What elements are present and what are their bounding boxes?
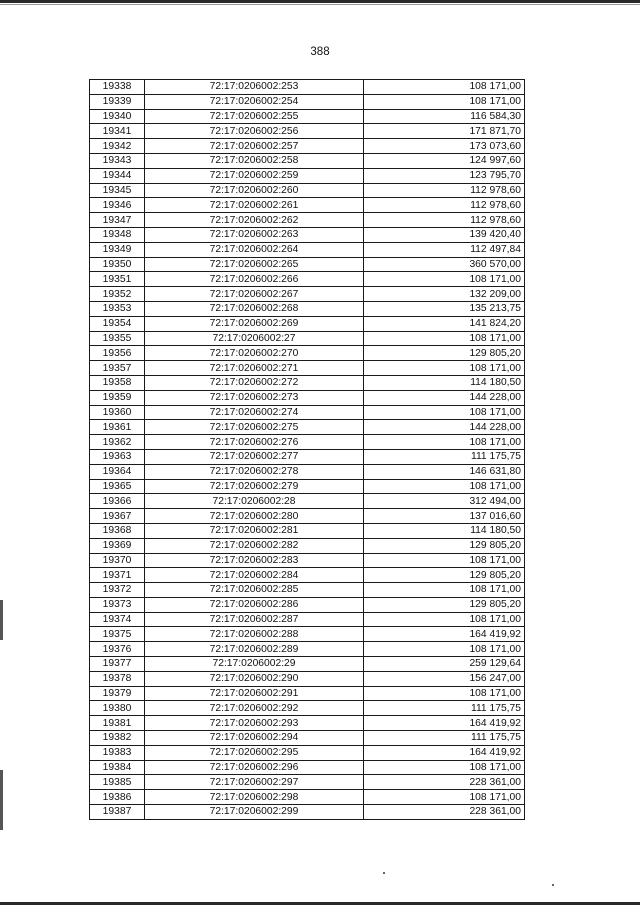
value-cell: 108 171,00 — [364, 479, 525, 494]
value-cell: 312 494,00 — [364, 494, 525, 509]
cadastral-table — [89, 79, 525, 820]
row-number-cell: 19363 — [90, 449, 145, 464]
row-number-cell: 19339 — [90, 94, 145, 109]
table-row — [90, 405, 525, 420]
cadastral-number-cell: 72:17:0206002:284 — [145, 568, 364, 583]
table-row — [90, 124, 525, 139]
cadastral-number-cell: 72:17:0206002:295 — [145, 745, 364, 760]
value-cell: 111 175,75 — [364, 449, 525, 464]
scan-top-edge — [0, 0, 640, 3]
row-number-cell: 19355 — [90, 331, 145, 346]
table-row — [90, 538, 525, 553]
row-number-cell: 19348 — [90, 227, 145, 242]
row-number-cell: 19359 — [90, 390, 145, 405]
cadastral-number-cell: 72:17:0206002:294 — [145, 731, 364, 746]
scan-top-edge-shadow — [0, 4, 640, 5]
row-number-cell: 19379 — [90, 686, 145, 701]
row-number-cell: 19356 — [90, 346, 145, 361]
value-cell: 129 805,20 — [364, 538, 525, 553]
value-cell: 108 171,00 — [364, 272, 525, 287]
row-number-cell: 19367 — [90, 509, 145, 524]
cadastral-number-cell: 72:17:0206002:257 — [145, 139, 364, 154]
cadastral-number-cell: 72:17:0206002:269 — [145, 316, 364, 331]
table-row — [90, 316, 525, 331]
value-cell: 171 871,70 — [364, 124, 525, 139]
cadastral-number-cell: 72:17:0206002:279 — [145, 479, 364, 494]
value-cell: 108 171,00 — [364, 361, 525, 376]
cadastral-number-cell: 72:17:0206002:297 — [145, 775, 364, 790]
value-cell: 111 175,75 — [364, 731, 525, 746]
row-number-cell: 19345 — [90, 183, 145, 198]
cadastral-number-cell: 72:17:0206002:256 — [145, 124, 364, 139]
value-cell: 259 129,64 — [364, 657, 525, 672]
row-number-cell: 19387 — [90, 805, 145, 820]
value-cell: 144 228,00 — [364, 390, 525, 405]
table-row — [90, 257, 525, 272]
value-cell: 144 228,00 — [364, 420, 525, 435]
table-row — [90, 242, 525, 257]
cadastral-number-cell: 72:17:0206002:276 — [145, 435, 364, 450]
cadastral-number-cell: 72:17:0206002:258 — [145, 153, 364, 168]
value-cell: 108 171,00 — [364, 80, 525, 95]
cadastral-number-cell: 72:17:0206002:278 — [145, 464, 364, 479]
row-number-cell: 19354 — [90, 316, 145, 331]
table-row — [90, 80, 525, 95]
value-cell: 114 180,50 — [364, 375, 525, 390]
table-row — [90, 701, 525, 716]
table-row — [90, 153, 525, 168]
table-row — [90, 435, 525, 450]
value-cell: 114 180,50 — [364, 523, 525, 538]
row-number-cell: 19365 — [90, 479, 145, 494]
page-number: 388 — [310, 46, 330, 58]
cadastral-number-cell: 72:17:0206002:288 — [145, 627, 364, 642]
table-row — [90, 790, 525, 805]
cadastral-number-cell: 72:17:0206002:289 — [145, 642, 364, 657]
cadastral-number-cell: 72:17:0206002:275 — [145, 420, 364, 435]
table-row — [90, 213, 525, 228]
row-number-cell: 19381 — [90, 716, 145, 731]
table-body — [90, 80, 525, 820]
value-cell: 132 209,00 — [364, 287, 525, 302]
row-number-cell: 19372 — [90, 583, 145, 598]
cadastral-number-cell: 72:17:0206002:273 — [145, 390, 364, 405]
table-row — [90, 272, 525, 287]
value-cell: 116 584,30 — [364, 109, 525, 124]
cadastral-number-cell: 72:17:0206002:255 — [145, 109, 364, 124]
cadastral-number-cell: 72:17:0206002:260 — [145, 183, 364, 198]
cadastral-number-cell: 72:17:0206002:271 — [145, 361, 364, 376]
cadastral-number-cell: 72:17:0206002:287 — [145, 612, 364, 627]
value-cell: 141 824,20 — [364, 316, 525, 331]
row-number-cell: 19382 — [90, 731, 145, 746]
row-number-cell: 19360 — [90, 405, 145, 420]
value-cell: 108 171,00 — [364, 686, 525, 701]
scan-speck — [552, 884, 554, 886]
table-row — [90, 183, 525, 198]
cadastral-number-cell: 72:17:0206002:259 — [145, 168, 364, 183]
cadastral-number-cell: 72:17:0206002:292 — [145, 701, 364, 716]
row-number-cell: 19368 — [90, 523, 145, 538]
row-number-cell: 19344 — [90, 168, 145, 183]
table-row — [90, 94, 525, 109]
row-number-cell: 19373 — [90, 597, 145, 612]
value-cell: 112 978,60 — [364, 183, 525, 198]
cadastral-number-cell: 72:17:0206002:286 — [145, 597, 364, 612]
cadastral-number-cell: 72:17:0206002:281 — [145, 523, 364, 538]
row-number-cell: 19371 — [90, 568, 145, 583]
table-row — [90, 523, 525, 538]
row-number-cell: 19338 — [90, 80, 145, 95]
table-row — [90, 139, 525, 154]
cadastral-number-cell: 72:17:0206002:263 — [145, 227, 364, 242]
value-cell: 228 361,00 — [364, 775, 525, 790]
row-number-cell: 19352 — [90, 287, 145, 302]
row-number-cell: 19380 — [90, 701, 145, 716]
row-number-cell: 19341 — [90, 124, 145, 139]
table-row — [90, 287, 525, 302]
value-cell: 108 171,00 — [364, 553, 525, 568]
table-row — [90, 597, 525, 612]
value-cell: 108 171,00 — [364, 405, 525, 420]
table-row — [90, 760, 525, 775]
value-cell: 137 016,60 — [364, 509, 525, 524]
row-number-cell: 19358 — [90, 375, 145, 390]
value-cell: 108 171,00 — [364, 583, 525, 598]
row-number-cell: 19383 — [90, 745, 145, 760]
cadastral-number-cell: 72:17:0206002:274 — [145, 405, 364, 420]
value-cell: 108 171,00 — [364, 642, 525, 657]
row-number-cell: 19385 — [90, 775, 145, 790]
value-cell: 164 419,92 — [364, 716, 525, 731]
cadastral-number-cell: 72:17:0206002:262 — [145, 213, 364, 228]
value-cell: 112 978,60 — [364, 213, 525, 228]
table-row — [90, 745, 525, 760]
cadastral-number-cell: 72:17:0206002:29 — [145, 657, 364, 672]
cadastral-number-cell: 72:17:0206002:277 — [145, 449, 364, 464]
table-row — [90, 568, 525, 583]
row-number-cell: 19347 — [90, 213, 145, 228]
row-number-cell: 19343 — [90, 153, 145, 168]
table-row — [90, 346, 525, 361]
row-number-cell: 19351 — [90, 272, 145, 287]
row-number-cell: 19377 — [90, 657, 145, 672]
table-row — [90, 168, 525, 183]
cadastral-number-cell: 72:17:0206002:290 — [145, 671, 364, 686]
table-row — [90, 331, 525, 346]
cadastral-number-cell: 72:17:0206002:264 — [145, 242, 364, 257]
row-number-cell: 19386 — [90, 790, 145, 805]
table-row — [90, 686, 525, 701]
table-row — [90, 494, 525, 509]
row-number-cell: 19361 — [90, 420, 145, 435]
scan-speck — [383, 872, 385, 874]
value-cell: 129 805,20 — [364, 346, 525, 361]
cadastral-number-cell: 72:17:0206002:283 — [145, 553, 364, 568]
row-number-cell: 19374 — [90, 612, 145, 627]
scan-left-edge-mark — [0, 600, 3, 640]
value-cell: 108 171,00 — [364, 331, 525, 346]
value-cell: 129 805,20 — [364, 568, 525, 583]
row-number-cell: 19369 — [90, 538, 145, 553]
value-cell: 156 247,00 — [364, 671, 525, 686]
value-cell: 164 419,92 — [364, 627, 525, 642]
table-row — [90, 198, 525, 213]
row-number-cell: 19376 — [90, 642, 145, 657]
table-row — [90, 671, 525, 686]
row-number-cell: 19364 — [90, 464, 145, 479]
cadastral-number-cell: 72:17:0206002:291 — [145, 686, 364, 701]
table-row — [90, 449, 525, 464]
table-row — [90, 420, 525, 435]
table-row — [90, 479, 525, 494]
cadastral-number-cell: 72:17:0206002:254 — [145, 94, 364, 109]
value-cell: 135 213,75 — [364, 301, 525, 316]
value-cell: 108 171,00 — [364, 435, 525, 450]
value-cell: 111 175,75 — [364, 701, 525, 716]
value-cell: 139 420,40 — [364, 227, 525, 242]
cadastral-number-cell: 72:17:0206002:28 — [145, 494, 364, 509]
cadastral-number-cell: 72:17:0206002:272 — [145, 375, 364, 390]
row-number-cell: 19366 — [90, 494, 145, 509]
value-cell: 129 805,20 — [364, 597, 525, 612]
value-cell: 360 570,00 — [364, 257, 525, 272]
cadastral-number-cell: 72:17:0206002:267 — [145, 287, 364, 302]
table-row — [90, 716, 525, 731]
cadastral-number-cell: 72:17:0206002:293 — [145, 716, 364, 731]
cadastral-number-cell: 72:17:0206002:27 — [145, 331, 364, 346]
row-number-cell: 19362 — [90, 435, 145, 450]
value-cell: 108 171,00 — [364, 760, 525, 775]
table-row — [90, 553, 525, 568]
row-number-cell: 19349 — [90, 242, 145, 257]
table-row — [90, 227, 525, 242]
table-row — [90, 109, 525, 124]
table-row — [90, 361, 525, 376]
row-number-cell: 19357 — [90, 361, 145, 376]
cadastral-number-cell: 72:17:0206002:280 — [145, 509, 364, 524]
table-row — [90, 775, 525, 790]
row-number-cell: 19342 — [90, 139, 145, 154]
cadastral-number-cell: 72:17:0206002:265 — [145, 257, 364, 272]
table-row — [90, 464, 525, 479]
value-cell: 108 171,00 — [364, 790, 525, 805]
value-cell: 123 795,70 — [364, 168, 525, 183]
table-row — [90, 805, 525, 820]
value-cell: 228 361,00 — [364, 805, 525, 820]
table-row — [90, 731, 525, 746]
cadastral-number-cell: 72:17:0206002:282 — [145, 538, 364, 553]
table-row — [90, 375, 525, 390]
row-number-cell: 19384 — [90, 760, 145, 775]
cadastral-number-cell: 72:17:0206002:285 — [145, 583, 364, 598]
value-cell: 112 497,84 — [364, 242, 525, 257]
table-row — [90, 627, 525, 642]
value-cell: 124 997,60 — [364, 153, 525, 168]
scan-left-edge-mark — [0, 770, 3, 830]
value-cell: 146 631,80 — [364, 464, 525, 479]
value-cell: 112 978,60 — [364, 198, 525, 213]
value-cell: 173 073,60 — [364, 139, 525, 154]
table-row — [90, 642, 525, 657]
cadastral-number-cell: 72:17:0206002:261 — [145, 198, 364, 213]
cadastral-number-cell: 72:17:0206002:253 — [145, 80, 364, 95]
table-row — [90, 509, 525, 524]
row-number-cell: 19353 — [90, 301, 145, 316]
table-row — [90, 583, 525, 598]
value-cell: 108 171,00 — [364, 612, 525, 627]
table-row — [90, 612, 525, 627]
row-number-cell: 19346 — [90, 198, 145, 213]
cadastral-number-cell: 72:17:0206002:266 — [145, 272, 364, 287]
table-row — [90, 390, 525, 405]
cadastral-number-cell: 72:17:0206002:268 — [145, 301, 364, 316]
row-number-cell: 19375 — [90, 627, 145, 642]
row-number-cell: 19340 — [90, 109, 145, 124]
row-number-cell: 19350 — [90, 257, 145, 272]
cadastral-number-cell: 72:17:0206002:298 — [145, 790, 364, 805]
row-number-cell: 19370 — [90, 553, 145, 568]
table-row — [90, 301, 525, 316]
cadastral-number-cell: 72:17:0206002:270 — [145, 346, 364, 361]
row-number-cell: 19378 — [90, 671, 145, 686]
cadastral-number-cell: 72:17:0206002:296 — [145, 760, 364, 775]
value-cell: 108 171,00 — [364, 94, 525, 109]
value-cell: 164 419,92 — [364, 745, 525, 760]
cadastral-number-cell: 72:17:0206002:299 — [145, 805, 364, 820]
table-row — [90, 657, 525, 672]
